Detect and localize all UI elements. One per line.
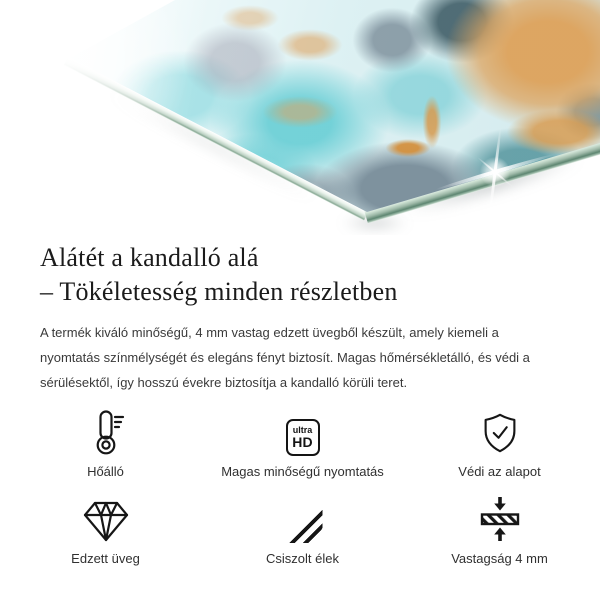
- feature-label: Vastagság 4 mm: [451, 551, 548, 566]
- feature-protects-base: [401, 406, 598, 479]
- diamond-icon: [82, 493, 130, 543]
- feature-label: Edzett üveg: [71, 551, 140, 566]
- feature-row-1: [7, 406, 598, 479]
- feature-label: Védi az alapot: [458, 464, 541, 479]
- feature-print-quality: [204, 406, 401, 479]
- page-title: [40, 241, 560, 309]
- feature-polished-edges: [204, 493, 401, 566]
- feature-heat-resistant: [7, 406, 204, 479]
- thickness-icon: [476, 493, 524, 543]
- ultra-hd-text-top: ultra: [292, 425, 313, 435]
- feature-label: Hőálló: [87, 464, 124, 479]
- shield-check-icon: [477, 406, 523, 456]
- feature-thickness: [401, 493, 598, 566]
- thermometer-icon: [82, 406, 130, 456]
- glass-artwork: [0, 0, 600, 232]
- polished-edges-icon: [283, 493, 323, 543]
- feature-label: Magas minőségű nyomtatás: [221, 464, 384, 479]
- feature-grid: [7, 392, 598, 566]
- heading-line-2: – Tökéletesség minden részletben: [40, 277, 398, 306]
- product-photo: [0, 0, 600, 235]
- ultra-hd-text-bottom: HD: [292, 434, 313, 450]
- feature-tempered-glass: [7, 493, 204, 566]
- heading-line-1: Alátét a kandalló alá: [40, 243, 259, 272]
- ultra-hd-icon: [286, 406, 320, 456]
- product-description: A termék kiváló minőségű, 4 mm vastag edzett üvegből készült, amely kiemeli a nyomtatás színmélységét és elegáns fényt biztosít. Magas hőmérsékletálló, és védi a sérülésektől, így hosszú évekre biztosítja a kandalló körüli teret.: [40, 325, 530, 390]
- feature-label: Csiszolt élek: [266, 551, 339, 566]
- feature-row-2: [7, 493, 598, 566]
- content-section: [40, 235, 560, 395]
